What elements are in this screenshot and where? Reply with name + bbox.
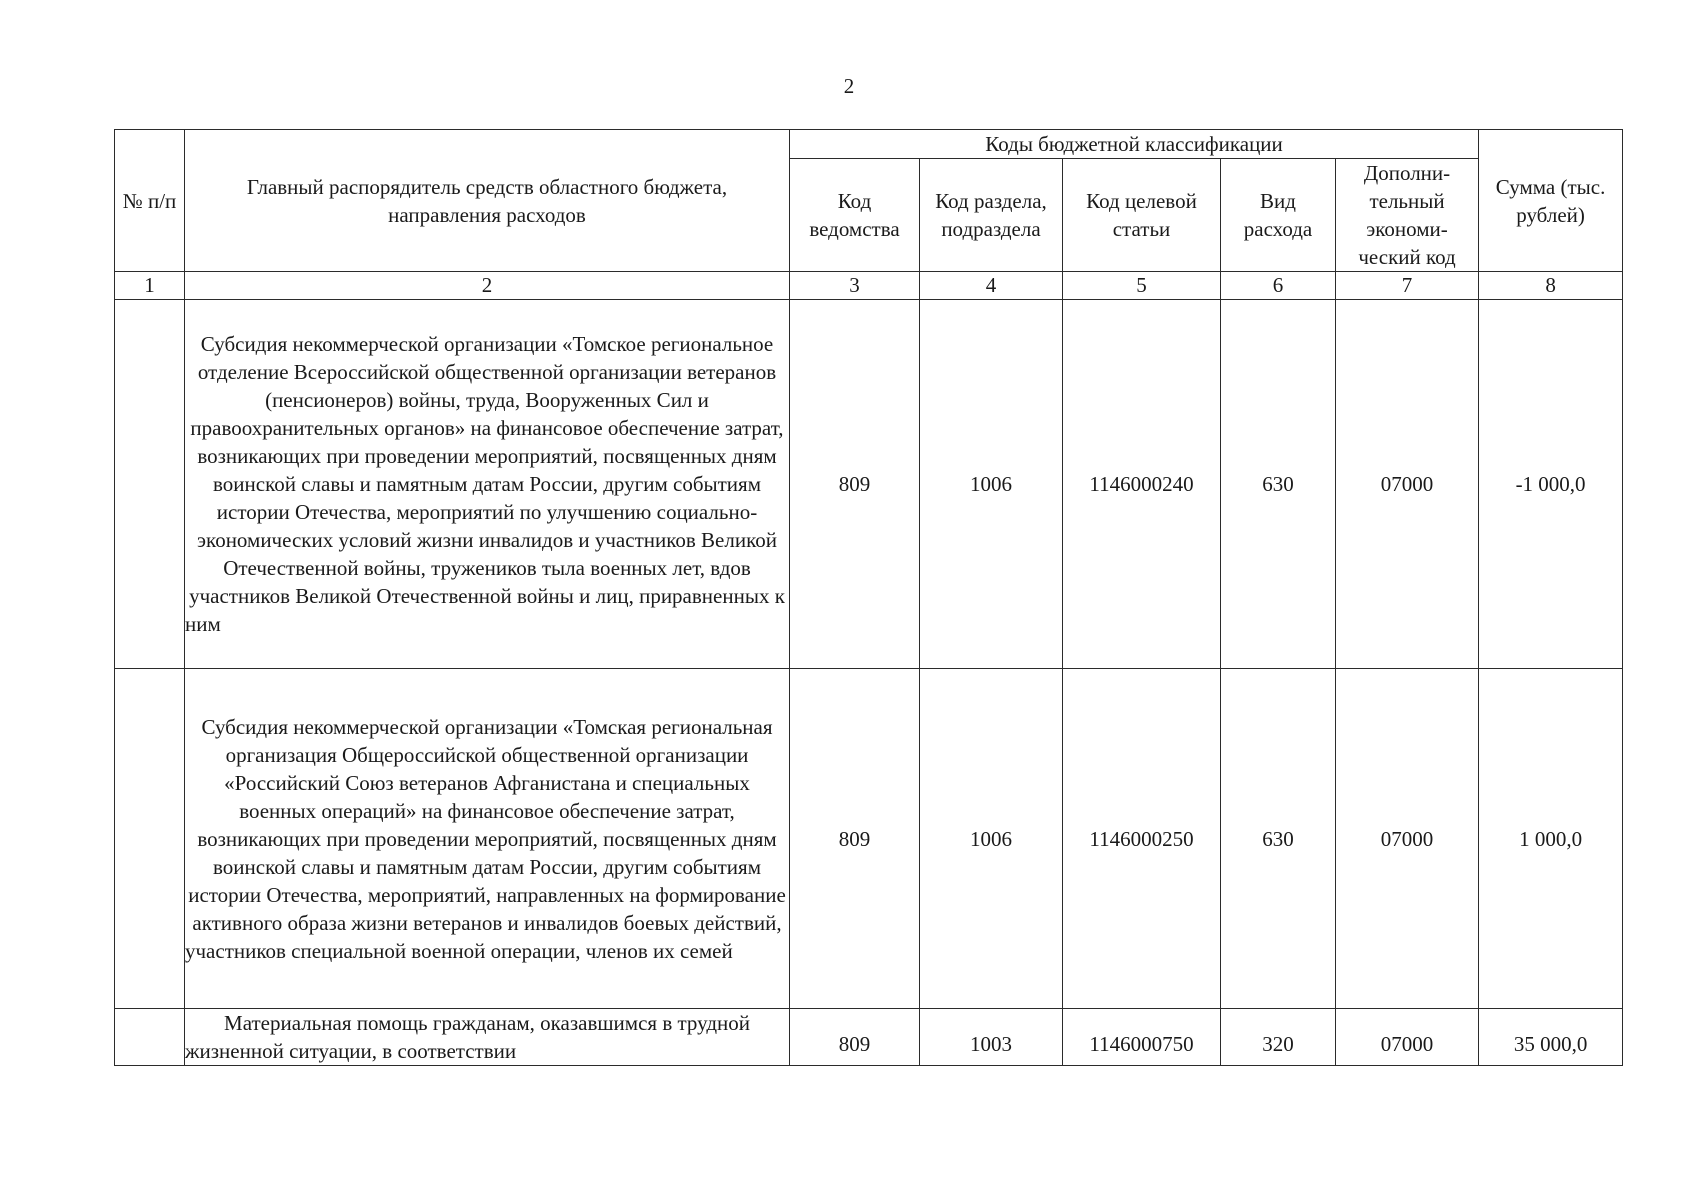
row-description <box>185 1009 790 1066</box>
row-num <box>115 1009 185 1066</box>
row-sum: 1 000,0 <box>1479 669 1623 1009</box>
row-econ-code: 07000 <box>1336 669 1479 1009</box>
header-row-top <box>115 130 1623 159</box>
row-target-code: 1146000750 <box>1063 1009 1221 1066</box>
column-number: 1 <box>115 272 185 300</box>
row-expense-type: 630 <box>1221 300 1336 669</box>
row-section-code: 1006 <box>920 669 1063 1009</box>
header-econ-code: Дополни-тельный экономи-ческий код <box>1336 159 1479 272</box>
header-sum: Сумма (тыс. рублей) <box>1479 130 1623 272</box>
column-number: 7 <box>1336 272 1479 300</box>
column-number: 3 <box>790 272 920 300</box>
header-dept-code: Код ведомства <box>790 159 920 272</box>
header-codes-group: Коды бюджетной классификации <box>790 130 1479 159</box>
budget-table <box>114 129 1623 1066</box>
column-number-row <box>115 272 1623 300</box>
table-row <box>115 1009 1623 1066</box>
column-number: 8 <box>1479 272 1623 300</box>
row-dept-code: 809 <box>790 1009 920 1066</box>
row-dept-code: 809 <box>790 300 920 669</box>
column-number: 6 <box>1221 272 1336 300</box>
header-num: № п/п <box>115 130 185 272</box>
row-expense-type: 630 <box>1221 669 1336 1009</box>
row-description-text: Материальная помощь гражданам, оказавшимся в трудной жизненной ситуации, в соответствии <box>185 1011 750 1063</box>
row-expense-type: 320 <box>1221 1009 1336 1066</box>
row-num <box>115 669 185 1009</box>
column-number: 5 <box>1063 272 1221 300</box>
row-section-code: 1003 <box>920 1009 1063 1066</box>
row-description: Субсидия некоммерческой организации «Томская региональная организация Общероссийской общественной организации «Российский Союз ветеранов Афганистана и специальных военных операций» на финансовое обеспечение затрат, возникающих при проведении мероприятий, посвященных дням воинской славы и памятным датам России, другим событиям истории Отечества, мероприятий, направленных на формирование активного образа жизни ветеранов и инвалидов боевых действий, участников специальной военной операции, членов их семей <box>185 669 790 1009</box>
header-main: Главный распорядитель средств областного бюджета, направления расходов <box>185 130 790 272</box>
row-section-code: 1006 <box>920 300 1063 669</box>
header-target-code: Код целевой статьи <box>1063 159 1221 272</box>
page-number: 2 <box>843 74 855 98</box>
row-target-code: 1146000240 <box>1063 300 1221 669</box>
row-num <box>115 300 185 669</box>
row-dept-code: 809 <box>790 669 920 1009</box>
header-expense-type: Вид расхода <box>1221 159 1336 272</box>
row-sum: -1 000,0 <box>1479 300 1623 669</box>
row-econ-code: 07000 <box>1336 1009 1479 1066</box>
column-number: 4 <box>920 272 1063 300</box>
table-row <box>115 300 1623 669</box>
table-row <box>115 669 1623 1009</box>
header-section-code: Код раздела, подраздела <box>920 159 1063 272</box>
column-number: 2 <box>185 272 790 300</box>
row-sum: 35 000,0 <box>1479 1009 1623 1066</box>
row-target-code: 1146000250 <box>1063 669 1221 1009</box>
row-econ-code: 07000 <box>1336 300 1479 669</box>
row-description: Субсидия некоммерческой организации «Томское региональное отделение Всероссийской общественной организации ветеранов (пенсионеров) войны, труда, Вооруженных Сил и правоохранительных органов» на финансовое обеспечение затрат, возникающих при проведении мероприятий, посвященных дням воинской славы и памятным датам России, другим событиям истории Отечества, мероприятий по улучшению социально-экономических условий жизни инвалидов и участников Великой Отечественной войны, тружеников тыла военных лет, вдов участников Великой Отечественной войны и лиц, приравненных к ним <box>185 300 790 669</box>
